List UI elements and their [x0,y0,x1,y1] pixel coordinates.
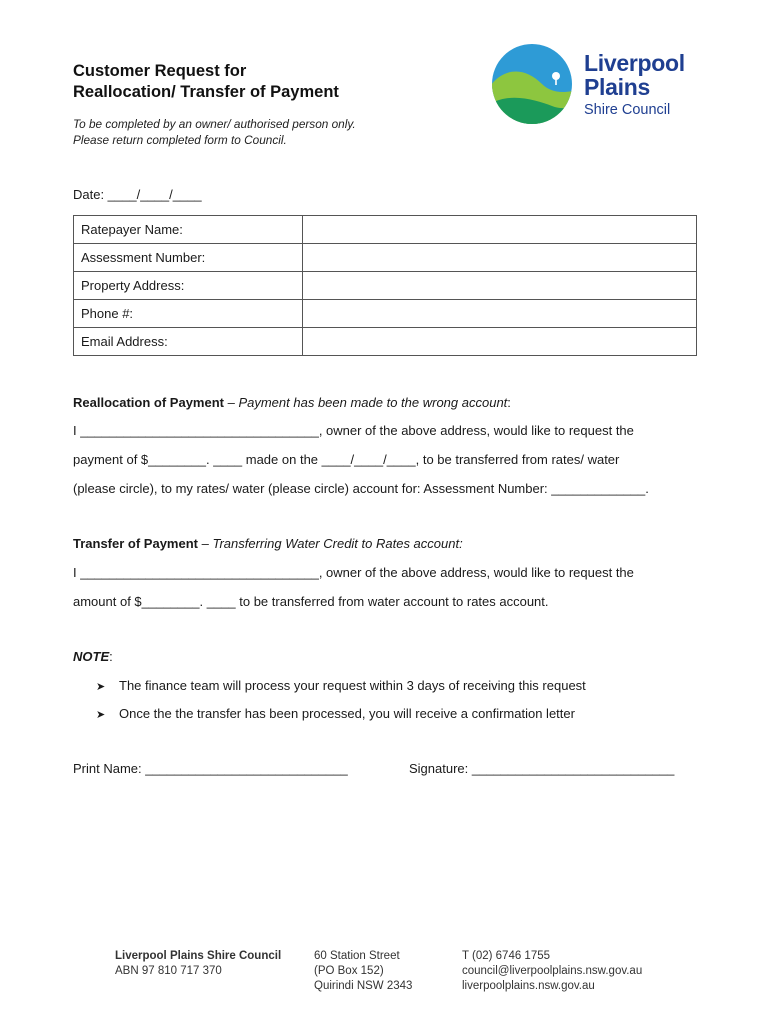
footer-address-line-2: (PO Box 152) [314,965,384,977]
transfer-line-1[interactable]: I _________________________________, owner of the above address, would like to request the [73,565,634,580]
table-row [74,300,697,328]
assessment-number-label: Assessment Number: [74,244,303,272]
logo-text-line-1: Liverpool [584,50,685,76]
signature-field[interactable]: Signature: ____________________________ [409,761,675,776]
footer-email-link[interactable]: council@liverpoolplains.nsw.gov.au [462,965,643,977]
note-heading-text: NOTE [73,649,110,664]
ratepayer-details-table [73,215,697,356]
reallocation-heading [73,395,511,411]
table-row [74,272,697,300]
instructions-line-2: Please return completed form to Council. [73,133,287,147]
title-line-2: Reallocation/ Transfer of Payment [73,83,339,101]
table-row [74,216,697,244]
phone-input[interactable] [303,300,697,328]
note-item-text: Once the the transfer has been processed, you will receive a confirmation letter [119,706,575,721]
table-row [74,328,697,356]
arrow-bullet-icon: ➤ [96,681,106,693]
list-item [96,706,575,721]
ratepayer-name-label: Ratepayer Name: [74,216,303,244]
title-line-1: Customer Request for [73,62,247,80]
transfer-line-2[interactable]: amount of $________. ____ to be transferred from water account to rates account. [73,594,549,609]
footer-address-line-3: Quirindi NSW 2343 [314,980,413,992]
transfer-title: Transfer of Payment [73,536,198,551]
reallocation-title: Reallocation of Payment [73,395,224,410]
email-label: Email Address: [74,328,303,356]
page-title [73,61,339,103]
footer-contact [462,949,642,994]
transfer-dash: – [198,536,213,551]
logo-text-line-2: Plains [584,74,650,100]
note-item-text: The finance team will process your request within 3 days of receiving this request [119,678,586,693]
table-row [74,244,697,272]
footer-address [314,949,412,994]
ratepayer-name-input[interactable] [303,216,697,244]
footer-phone: T (02) 6746 1755 [462,950,551,962]
note-heading-colon: : [109,649,113,664]
reallocation-line-2[interactable]: payment of $________. ____ made on the ____/____/____, to be transferred from rates/ water [73,452,620,467]
assessment-number-input[interactable] [303,244,697,272]
property-address-label: Property Address: [74,272,303,300]
note-heading [73,649,113,664]
footer-website-link[interactable]: liverpoolplains.nsw.gov.au [462,980,595,992]
logo-text-line-3: Shire Council [584,102,671,118]
property-address-input[interactable] [303,272,697,300]
instructions [73,116,356,148]
email-input[interactable] [303,328,697,356]
reallocation-colon: : [507,395,511,410]
transfer-subtitle: Transferring Water Credit to Rates account: [212,536,463,551]
transfer-heading [73,536,463,552]
footer-org [115,949,281,979]
footer-address-line-1: 60 Station Street [314,950,400,962]
list-item [96,678,586,693]
reallocation-line-1[interactable]: I _________________________________, owner of the above address, would like to request the [73,423,634,438]
footer-org-name: Liverpool Plains Shire Council [115,950,282,962]
instructions-line-1: To be completed by an owner/ authorised person only. [73,117,356,131]
reallocation-dash: – [223,395,239,410]
date-field[interactable]: Date: ____/____/____ [73,187,202,202]
council-logo [490,42,710,128]
print-name-field[interactable]: Print Name: ____________________________ [73,761,348,776]
reallocation-line-3[interactable]: (please circle), to my rates/ water (please circle) account for: Assessment Number: _____________. [73,481,649,496]
arrow-bullet-icon: ➤ [96,709,106,721]
reallocation-subtitle: Payment has been made to the wrong account [238,395,508,410]
phone-label: Phone #: [74,300,303,328]
logo-emblem-icon [490,42,576,128]
footer-abn: ABN 97 810 717 370 [115,965,222,977]
